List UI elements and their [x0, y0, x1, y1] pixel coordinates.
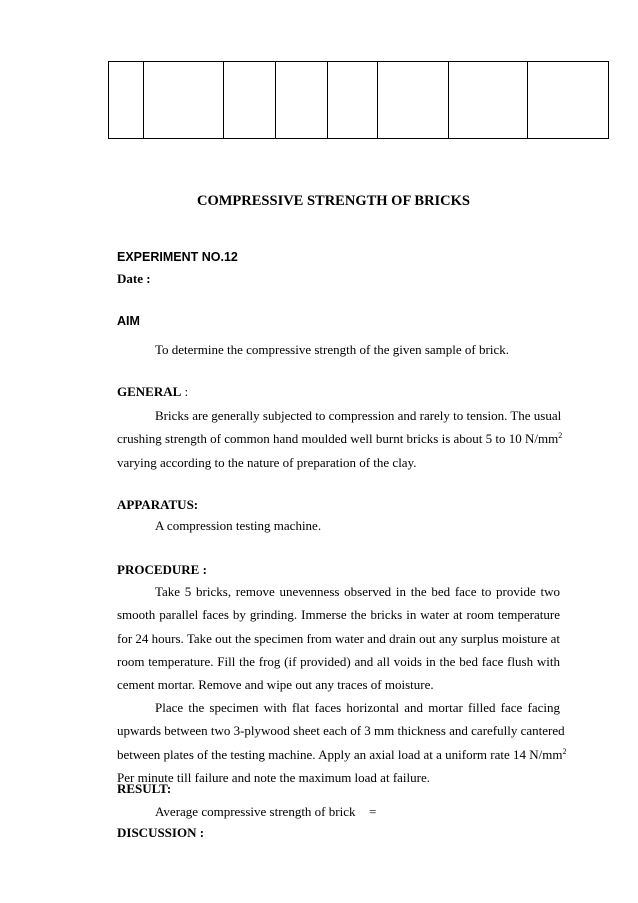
- general-line: varying according to the nature of preparation of the clay.: [117, 454, 417, 470]
- procedure-line-text: between plates of the testing machine. Apply an axial load at a uniform rate 14 N/mm: [117, 746, 563, 762]
- procedure-line: for 24 hours. Take out the specimen from water and drain out any surplus moisture at: [117, 630, 560, 646]
- apparatus-heading: APPARATUS:: [117, 497, 199, 512]
- procedure-line: smooth parallel faces by grinding. Immerse the bricks in water at room temperature: [117, 607, 560, 623]
- result-equals: =: [369, 804, 377, 819]
- general-line-text: crushing strength of common hand moulded well burnt bricks is about 5 to 10 N/mm: [117, 431, 559, 447]
- table-cell: [109, 62, 144, 139]
- general-line: Bricks are generally subjected to compression and rarely to tension. The usual: [155, 408, 562, 423]
- experiment-number: EXPERIMENT NO.12: [117, 250, 238, 264]
- superscript: 2: [558, 431, 563, 441]
- aim-heading: AIM: [117, 314, 140, 328]
- table-cell: [449, 62, 528, 139]
- procedure-line: Take 5 bricks, remove unevenness observed in the bed face to provide two: [155, 584, 560, 599]
- general-heading-label: GENERAL: [117, 384, 182, 399]
- procedure-line: cement mortar. Remove and wipe out any traces of moisture.: [117, 677, 434, 693]
- procedure-line: Place the specimen with flat faces horizontal and mortar filled face facing: [155, 700, 560, 715]
- procedure-line: upwards between two 3-plywood sheet each of 3 mm thickness and carefully cantered: [117, 723, 565, 739]
- table-cell: [224, 62, 276, 139]
- aim-text: To determine the compressive strength of the given sample of brick.: [155, 342, 509, 357]
- general-line: [117, 427, 563, 450]
- header-table: [108, 61, 609, 139]
- procedure-heading: PROCEDURE :: [117, 562, 207, 577]
- procedure-paragraph-2: [117, 696, 567, 789]
- procedure-line: room temperature. Fill the frog (if provided) and all voids in the bed face flush with: [117, 653, 560, 669]
- procedure-paragraph-1: [117, 580, 560, 696]
- table-row: [109, 62, 609, 139]
- procedure-line: Per minute till failure and note the maximum load at failure.: [117, 769, 430, 785]
- superscript: 2: [562, 746, 567, 756]
- page-title: COMPRESSIVE STRENGTH OF BRICKS: [197, 193, 471, 209]
- result-heading: RESULT:: [117, 781, 172, 796]
- apparatus-text: A compression testing machine.: [155, 518, 322, 533]
- table-cell: [378, 62, 449, 139]
- table-cell: [328, 62, 378, 139]
- discussion-heading: DISCUSSION :: [117, 825, 205, 840]
- date-label: Date :: [117, 271, 151, 286]
- table-cell: [528, 62, 609, 139]
- table-cell: [276, 62, 328, 139]
- table-cell: [144, 62, 224, 139]
- procedure-line: [117, 743, 567, 766]
- general-heading: [117, 384, 188, 400]
- general-heading-suffix: :: [181, 384, 189, 399]
- result-text: Average compressive strength of brick: [155, 804, 356, 819]
- general-paragraph: [117, 404, 563, 474]
